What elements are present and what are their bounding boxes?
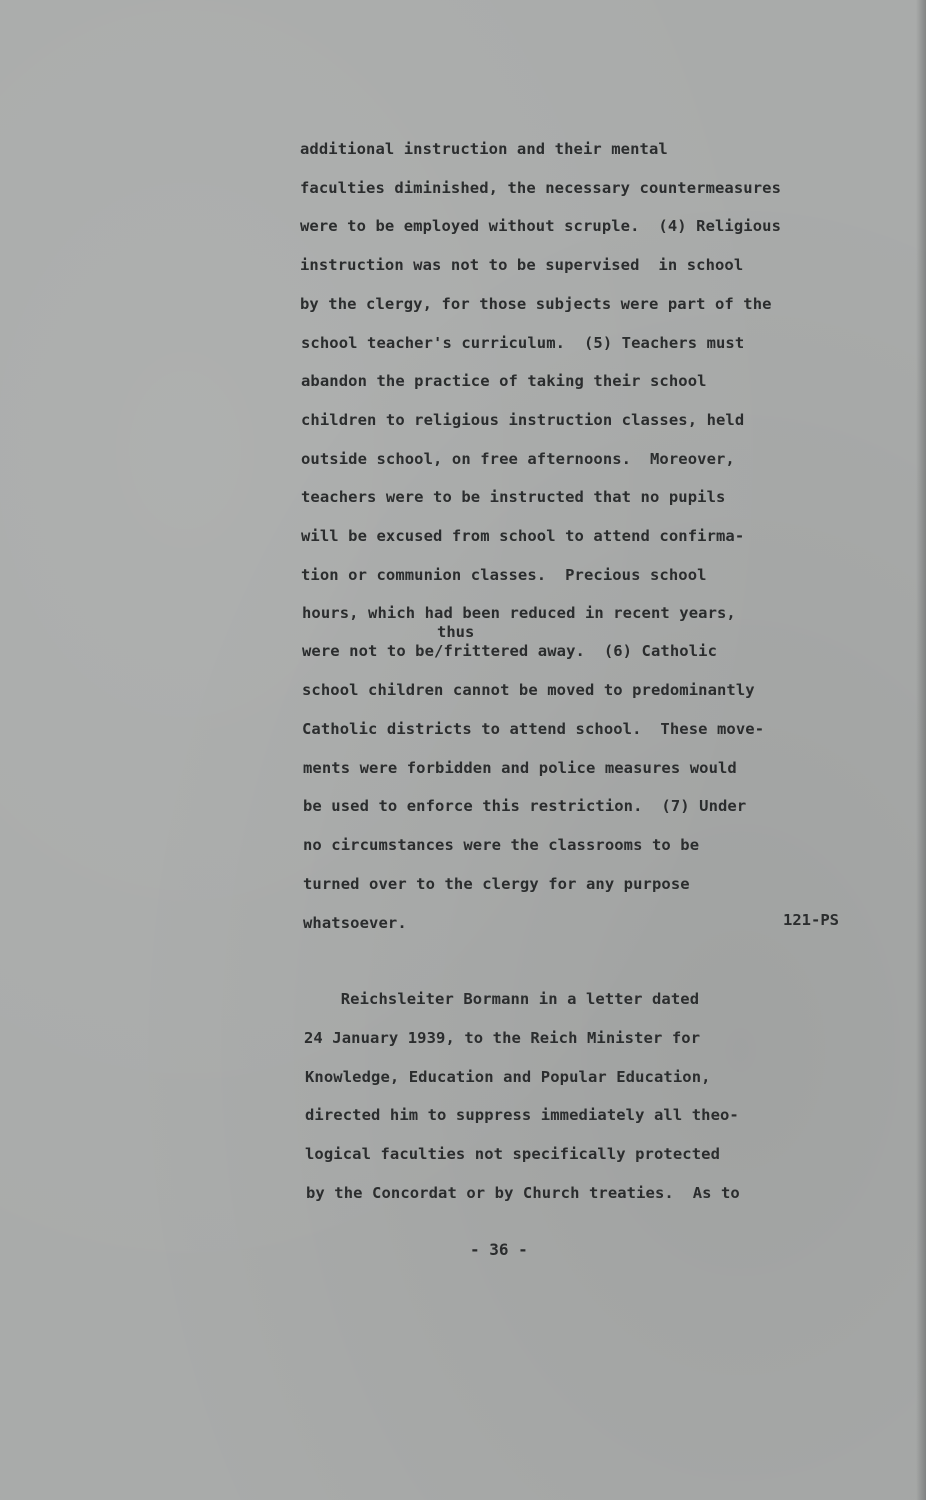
text-line: no circumstances were the classrooms to be [303,836,700,854]
text-line: tion or communion classes. Precious school [301,566,707,584]
text-line: were not to be/frittered away. (6) Catholic [302,642,717,660]
text-line: by the clergy, for those subjects were part of the [300,295,772,313]
text-line: turned over to the clergy for any purpose [303,875,690,893]
interlinear-insert: thus [437,623,475,641]
text-line: instruction was not to be supervised in school [300,256,744,274]
text-line: were to be employed without scruple. (4) Religious [300,217,782,235]
text-line: be used to enforce this restriction. (7) Under [303,797,747,815]
text-line: additional instruction and their mental [300,140,668,158]
text-line: whatsoever. [303,914,407,932]
text-line: 24 January 1939, to the Reich Minister for [304,1029,701,1047]
text-line: Reichsleiter Bormann in a letter dated [303,990,700,1008]
text-line: ments were forbidden and police measures would [303,759,737,777]
text-line: directed him to suppress immediately all theo- [305,1106,739,1124]
text-line: outside school, on free afternoons. Moreover, [301,450,735,468]
text-line: Catholic districts to attend school. These move- [302,720,765,738]
page-edge-shadow [916,0,926,1500]
text-line: hours, which had been reduced in recent years, [302,604,736,622]
text-line: Knowledge, Education and Popular Education, [305,1068,711,1086]
text-line: school children cannot be moved to predominantly [302,681,755,699]
text-line: faculties diminished, the necessary countermeasures [300,179,782,197]
text-line: logical faculties not specifically protected [305,1145,720,1163]
page-number: - 36 - [470,1240,528,1259]
text-line: teachers were to be instructed that no pupils [301,488,726,506]
marginal-reference: 121-PS [783,911,839,929]
text-line: abandon the practice of taking their school [301,372,707,390]
text-line: school teacher's curriculum. (5) Teachers must [301,334,745,352]
text-line: children to religious instruction classes, held [301,411,745,429]
text-line: will be excused from school to attend confirma- [301,527,745,545]
text-line: by the Concordat or by Church treaties. As to [306,1184,740,1202]
